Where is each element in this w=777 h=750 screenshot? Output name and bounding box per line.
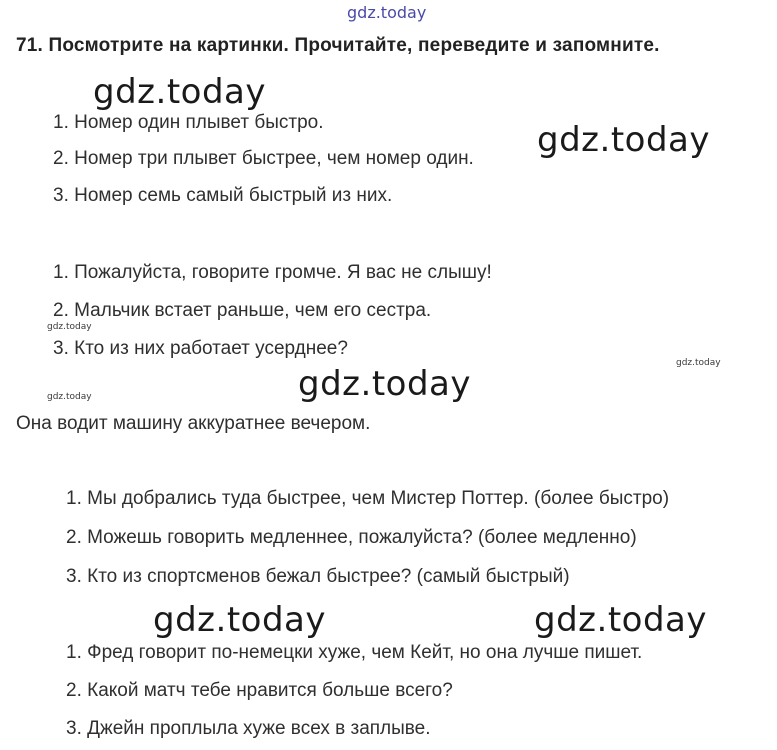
watermark-big-2: gdz.today	[537, 120, 710, 160]
group3-line-3: 3. Кто из спортсменов бежал быстрее? (самый быстрый)	[66, 566, 570, 587]
exercise-title: 71. Посмотрите на картинки. Прочитайте, переведите и запомните.	[16, 35, 660, 56]
group3-line-1: 1. Мы добрались туда быстрее, чем Мистер Поттер. (более быстро)	[66, 488, 670, 509]
watermark-small-3: gdz.today	[47, 392, 92, 402]
watermark-big-4: gdz.today	[153, 600, 326, 640]
watermark-small-1: gdz.today	[47, 322, 92, 332]
watermark-top: gdz.today	[347, 3, 427, 22]
watermark-big-3: gdz.today	[298, 364, 471, 404]
group1-line-3: 3. Номер семь самый быстрый из них.	[53, 185, 393, 206]
group4-line-3: 3. Джейн проплыла хуже всех в заплыве.	[66, 718, 431, 739]
watermark-big-5: gdz.today	[534, 600, 707, 640]
group2-line-3: 3. Кто из них работает усерднее?	[53, 338, 348, 359]
group3-line-2: 2. Можешь говорить медленнее, пожалуйста? (более медленно)	[66, 527, 637, 548]
group4-line-1: 1. Фред говорит по-немецки хуже, чем Кейт, но она лучше пишет.	[66, 642, 643, 663]
standalone-sentence: Она водит машину аккуратнее вечером.	[16, 413, 371, 434]
group4-line-2: 2. Какой матч тебе нравится больше всего?	[66, 680, 453, 701]
watermark-big-1: gdz.today	[93, 72, 266, 112]
group1-line-2: 2. Номер три плывет быстрее, чем номер один.	[53, 148, 474, 169]
group2-line-2: 2. Мальчик встает раньше, чем его сестра.	[53, 300, 432, 321]
group2-line-1: 1. Пожалуйста, говорите громче. Я вас не слышу!	[53, 262, 492, 283]
group1-line-1: 1. Номер один плывет быстро.	[53, 112, 324, 133]
watermark-small-2: gdz.today	[676, 358, 721, 368]
